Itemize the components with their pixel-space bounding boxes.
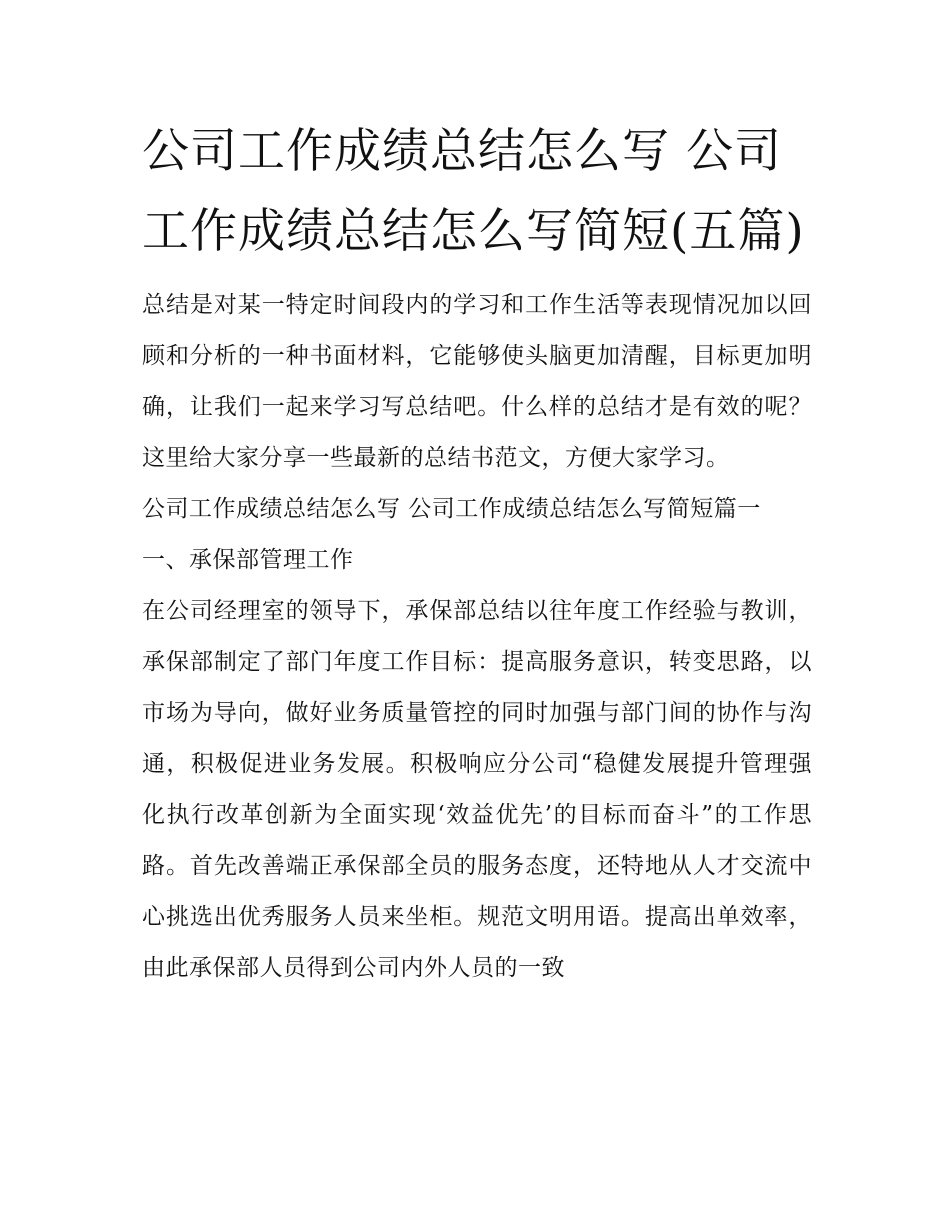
intro-paragraph: 总结是对某一特定时间段内的学习和工作生活等表现情况加以回顾和分析的一种书面材料，它能够使头脑更加清醒，目标更加明确，让我们一起来学习写总结吧。什么样的总结才是有效的呢？这里给大家分享一些最新的总结书范文，方便大家学习。 [142,292,812,471]
document-title: 公司工作成绩总结怎么写 公司工作成绩总结怎么写简短(五篇) [142,124,805,259]
body-paragraph: 在公司经理室的领导下，承保部总结以往年度工作经验与教训，承保部制定了部门年度工作目标：提高服务意识，转变思路，以市场为导向，做好业务质量管控的同时加强与部门间的协作与沟通，积极促进业务发展。积极响应分公司“稳健发展提升管理强化执行改革创新为全面实现‘效益优先’的目标而奋斗”的工作思路。首先改善端正承保部全员的服务态度，还特地从人才交流中心挑选出优秀服务人员来坐柜。规范文明用语。提高出单效率，由此承保部人员得到公司内外人员的一致 [142,598,812,981]
document-page [142,112,812,994]
subheading: 一、承保部管理工作 [142,547,354,573]
section-heading: 公司工作成绩总结怎么写 公司工作成绩总结怎么写简短篇一 [142,496,761,522]
